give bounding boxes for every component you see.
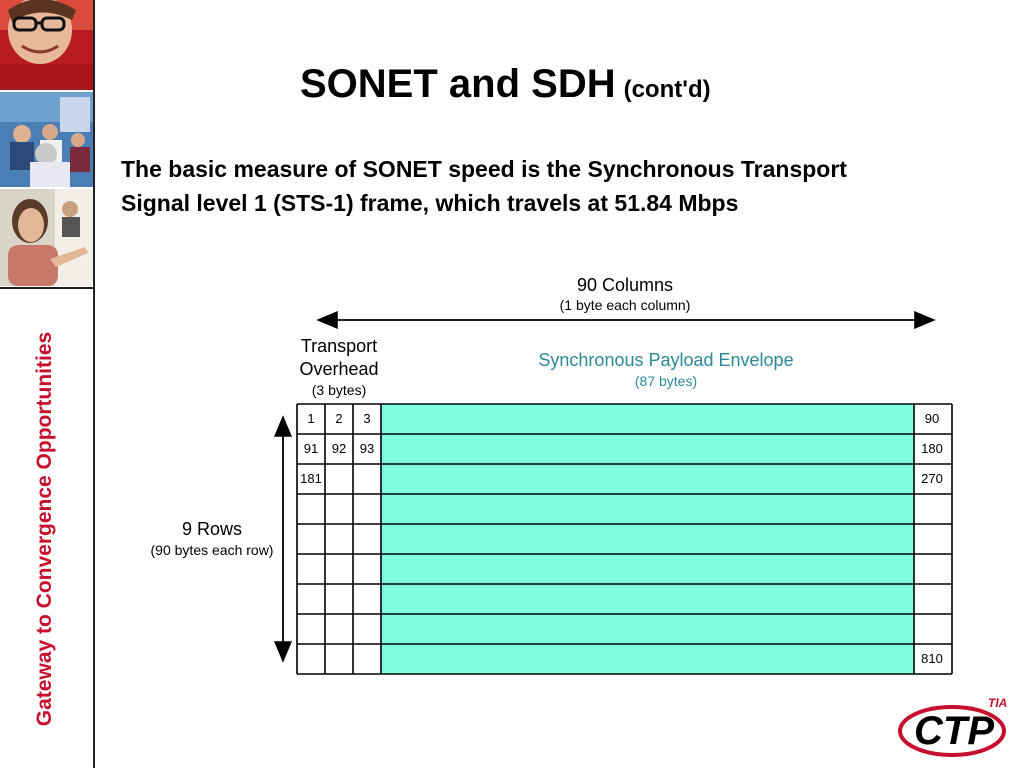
cell-r1-end: 90	[924, 411, 940, 426]
cell-r2c3: 93	[359, 441, 375, 456]
rows-sublabel: (90 bytes each row)	[150, 542, 274, 558]
cell-r2c2: 92	[331, 441, 347, 456]
svg-text:TIA: TIA	[988, 696, 1008, 710]
payload-sublabel: (87 bytes)	[634, 373, 698, 389]
cell-r3c1: 181	[300, 471, 322, 486]
overhead-label-line2: Overhead	[299, 359, 379, 379]
svg-text:CTP: CTP	[914, 709, 994, 753]
overhead-label-line1: Transport	[300, 336, 378, 356]
frame-grid	[297, 404, 952, 674]
columns-sublabel: (1 byte each column)	[559, 297, 691, 313]
title-suffix: (cont'd)	[623, 76, 711, 103]
rows-label: 9 Rows	[181, 519, 243, 539]
payload-label: Synchronous Payload Envelope	[538, 350, 794, 370]
title-main: SONET and SDH	[300, 62, 616, 106]
cell-r2-end: 180	[921, 441, 943, 456]
cell-r1c1: 1	[307, 411, 315, 426]
cell-r1c2: 2	[335, 411, 343, 426]
cell-r9-end: 810	[921, 651, 943, 666]
body-paragraph: The basic measure of SONET speed is the Synchronous Transport Signal level 1 (STS-1) frame, which travels at 51.84 Mbps	[121, 156, 847, 216]
cell-r3-end: 270	[921, 471, 943, 486]
cell-r1c3: 3	[363, 411, 371, 426]
overhead-sublabel: (3 bytes)	[311, 382, 367, 398]
ctp-logo	[896, 693, 1012, 759]
sidebar-tagline: Gateway to Convergence Opportunities	[33, 331, 56, 727]
payload-envelope	[381, 404, 914, 674]
cell-r2c1: 91	[303, 441, 319, 456]
columns-label: 90 Columns	[576, 275, 674, 295]
